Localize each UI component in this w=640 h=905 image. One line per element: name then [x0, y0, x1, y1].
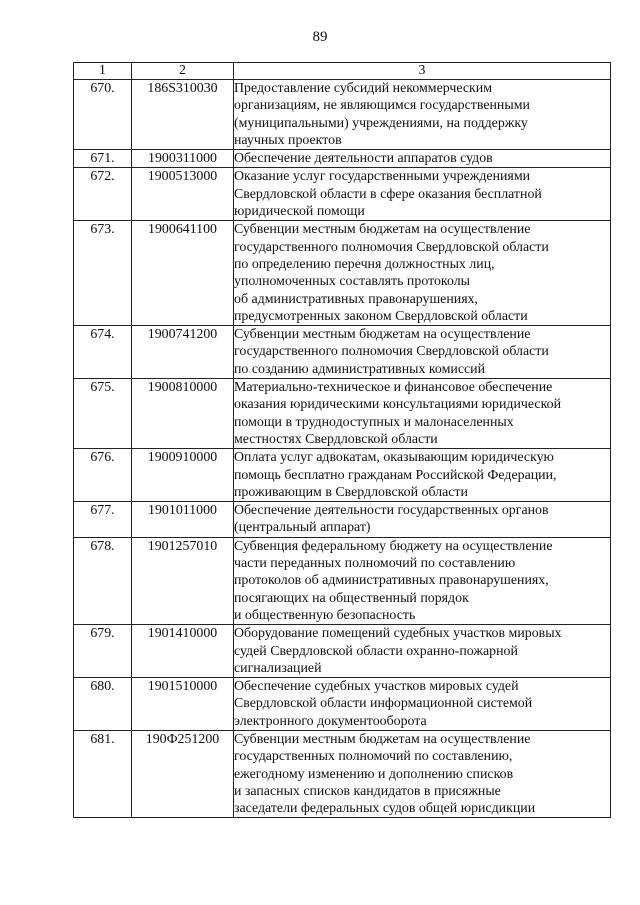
row-number: 670.: [74, 80, 132, 150]
budget-code: 1900741200: [132, 326, 234, 379]
budget-code: 1900810000: [132, 379, 234, 449]
expense-description: [234, 730, 611, 817]
table-row: [74, 150, 611, 168]
description-line: помощи в труднодоступных и малонаселенных: [234, 414, 514, 430]
description-line: проживающим в Свердловской области: [234, 484, 468, 500]
description-line: по созданию административных комиссий: [234, 361, 486, 377]
description-line: об административных правонарушениях,: [234, 291, 479, 307]
description-line: по определению перечня должностных лиц,: [234, 256, 495, 272]
table-row: [74, 502, 611, 538]
column-header-3: 3: [234, 63, 611, 80]
description-line: сигнализацией: [234, 660, 322, 676]
expense-description: [234, 625, 611, 678]
table-row: [74, 625, 611, 678]
row-number: 680.: [74, 678, 132, 731]
description-line: организациям, не являющимся государственными: [234, 98, 530, 114]
description-line: электронного документооборота: [234, 713, 427, 729]
page-number: 89: [312, 29, 328, 45]
description-line: ежегодному изменению и дополнению списков: [234, 766, 514, 782]
expense-description: [234, 537, 611, 624]
expense-description: [234, 80, 611, 150]
description-line: государственного полномочия Свердловской области: [234, 239, 549, 255]
description-line: и запасных списков кандидатов в присяжные: [234, 783, 501, 799]
budget-code: 1901011000: [132, 502, 234, 538]
column-header-2: 2: [132, 63, 234, 80]
description-line: Свердловской области в сфере оказания бесплатной: [234, 186, 542, 202]
expense-description: [234, 326, 611, 379]
budget-code: 1901510000: [132, 678, 234, 731]
row-number: 676.: [74, 449, 132, 502]
description-line: (центральный аппарат): [234, 520, 371, 536]
budget-code: 1901410000: [132, 625, 234, 678]
budget-code: 1900641100: [132, 221, 234, 326]
table-row: [74, 730, 611, 817]
budget-code: 186S310030: [132, 80, 234, 150]
description-line: Свердловской области информационной системой: [234, 696, 533, 712]
description-line: заседатели федеральных судов общей юрисдикции: [234, 801, 536, 817]
description-line: Обеспечение судебных участков мировых судей: [234, 679, 519, 695]
table-row: [74, 379, 611, 449]
header-row: [74, 63, 611, 80]
row-number: 677.: [74, 502, 132, 538]
table-header: [74, 63, 611, 80]
table-row: [74, 678, 611, 731]
description-line: Обеспечение деятельности государственных органов: [234, 503, 549, 519]
row-number: 681.: [74, 730, 132, 817]
description-line: юридической помощи: [234, 204, 365, 220]
description-line: Оказание услуг государственными учреждениями: [234, 169, 531, 185]
expense-description: [234, 168, 611, 221]
budget-code: 1900910000: [132, 449, 234, 502]
description-line: Субвенции местным бюджетам на осуществление: [234, 327, 531, 343]
expense-description: [234, 379, 611, 449]
description-line: уполномоченных составлять протоколы: [234, 274, 470, 290]
description-line: судей Свердловской области охранно-пожарной: [234, 643, 518, 659]
description-line: посягающих на общественный порядок: [234, 590, 469, 606]
expense-description: [234, 502, 611, 538]
row-number: 679.: [74, 625, 132, 678]
description-line: Оборудование помещений судебных участков мировых: [234, 626, 562, 642]
description-line: помощь бесплатно гражданам Российской Федерации,: [234, 467, 557, 483]
table-row: [74, 80, 611, 150]
row-number: 678.: [74, 537, 132, 624]
description-line: местностях Свердловской области: [234, 431, 438, 447]
table-body: [74, 80, 611, 818]
description-line: Оплата услуг адвокатам, оказывающим юридическую: [234, 450, 554, 466]
budget-code: 1900513000: [132, 168, 234, 221]
description-line: государственных полномочий по составлению,: [234, 749, 513, 765]
table-row: [74, 326, 611, 379]
row-number: 672.: [74, 168, 132, 221]
budget-code: 190Ф251200: [132, 730, 234, 817]
description-line: и общественную безопасность: [234, 607, 416, 623]
description-line: (муниципальными) учреждениями, на поддержку: [234, 115, 528, 131]
description-line: Предоставление субсидий некоммерческим: [234, 81, 492, 96]
budget-code: 1900311000: [132, 150, 234, 168]
row-number: 673.: [74, 221, 132, 326]
expense-description: [234, 150, 611, 168]
description-line: государственного полномочия Свердловской области: [234, 344, 549, 360]
budget-code: 1901257010: [132, 537, 234, 624]
description-line: Субвенции местным бюджетам на осуществление: [234, 731, 531, 747]
description-line: предусмотренных законом Свердловской области: [234, 308, 528, 324]
table-row: [74, 221, 611, 326]
description-line: научных проектов: [234, 132, 342, 148]
description-line: Субвенция федеральному бюджету на осуществление: [234, 538, 553, 554]
column-header-1: 1: [74, 63, 132, 80]
description-line: протоколов об административных правонарушениях,: [234, 573, 549, 589]
expense-description: [234, 221, 611, 326]
budget-codes-table: [73, 62, 611, 818]
expense-description: [234, 678, 611, 731]
description-line: части переданных полномочий по составлению: [234, 556, 516, 572]
row-number: 675.: [74, 379, 132, 449]
description-line: Субвенции местным бюджетам на осуществление: [234, 222, 531, 238]
expense-description: [234, 449, 611, 502]
row-number: 671.: [74, 150, 132, 168]
row-number: 674.: [74, 326, 132, 379]
description-line: оказания юридическими консультациями юридической: [234, 397, 562, 413]
description-line: Материально-техническое и финансовое обеспечение: [234, 380, 553, 396]
table-row: [74, 537, 611, 624]
description-line: Обеспечение деятельности аппаратов судов: [234, 151, 493, 167]
table-row: [74, 168, 611, 221]
table-row: [74, 449, 611, 502]
